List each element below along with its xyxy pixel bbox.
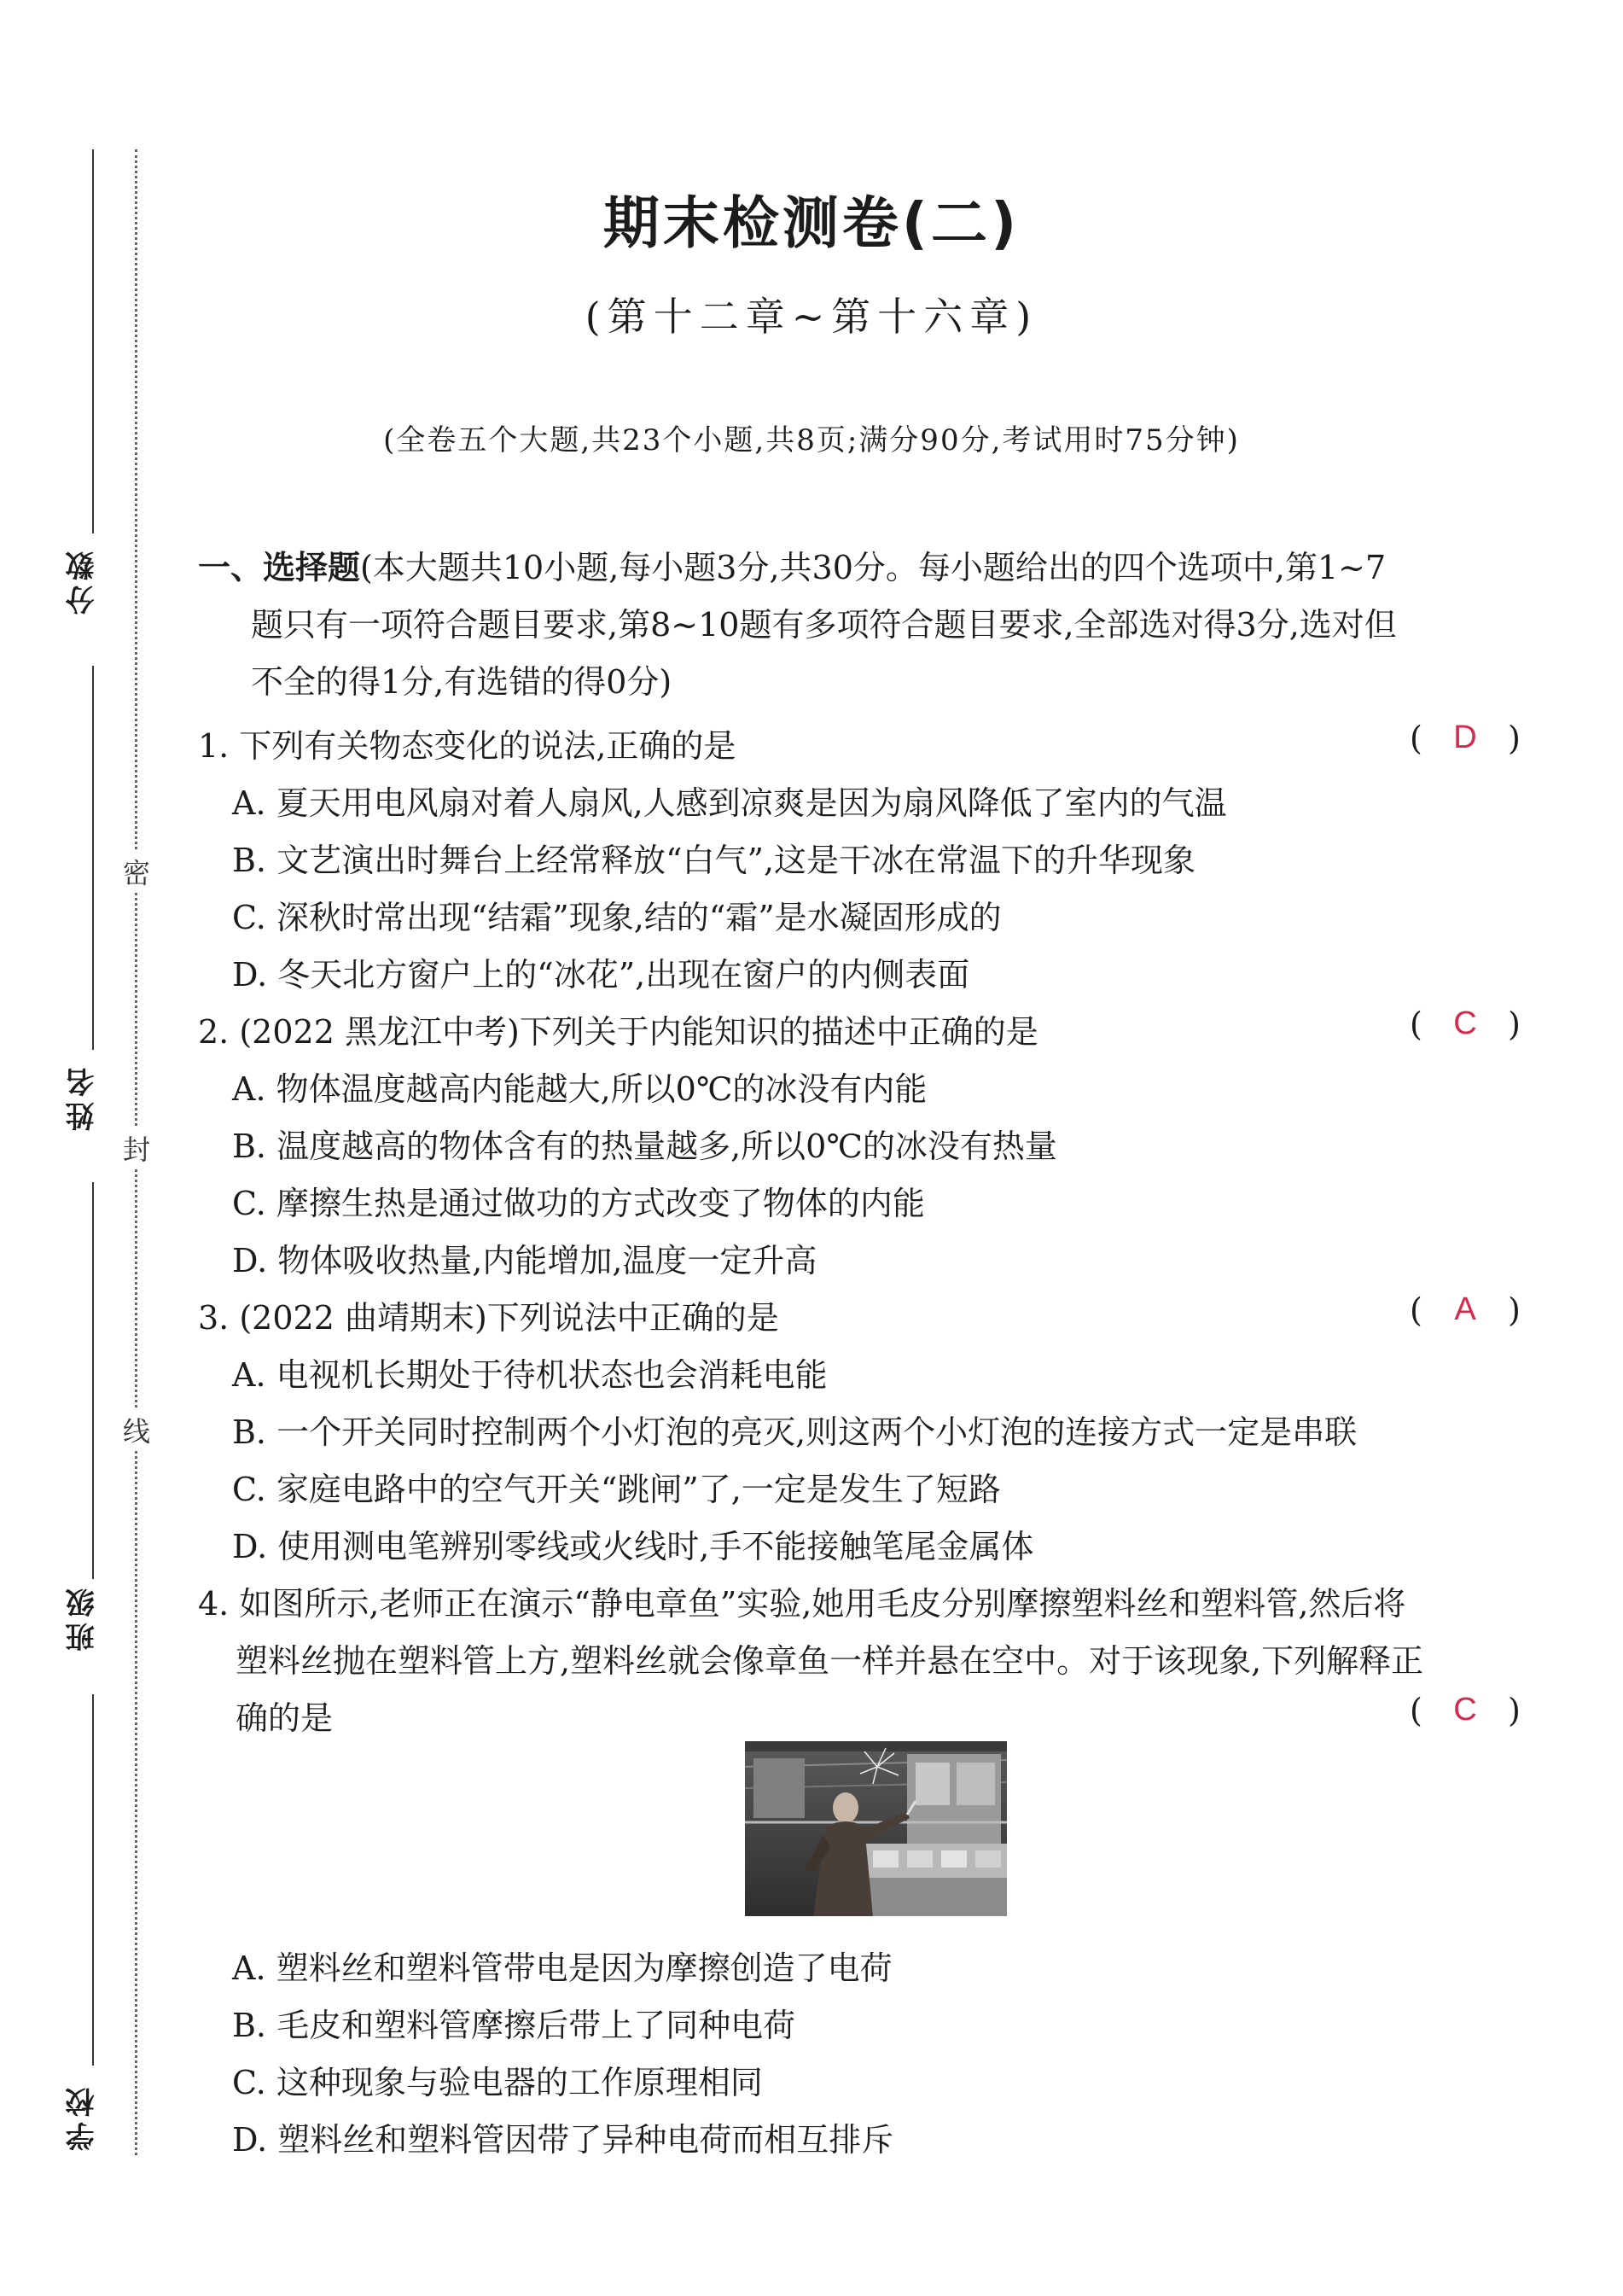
option: D. 使用测电笔辨别零线或火线时,手不能接触笔尾金属体 [232, 1528, 1034, 1565]
answer-letter: D [1453, 720, 1477, 755]
option: C. 家庭电路中的空气开关“跳闸”了,一定是发生了短路 [232, 1471, 1001, 1508]
margin-label-school: 学校 [66, 2083, 100, 2151]
seal-char-mi: 密 [118, 852, 155, 891]
answer-letter: C [1453, 1005, 1477, 1041]
answer-letter: C [1453, 1692, 1477, 1728]
exam-info: (全卷五个大题,共23个小题,共8页;满分90分,考试用时75分钟) [383, 423, 1240, 457]
margin-label-score: 分数 [66, 546, 100, 615]
question-1-stem: 1. 下列有关物态变化的说法,正确的是 [198, 727, 736, 765]
answer-bracket-2: ( C ) [1410, 1005, 1521, 1043]
instructions-line-1: (本大题共10小题,每小题3分,共30分。每小题给出的四个选项中,第1~7 [360, 549, 1387, 586]
option: C. 深秋时常出现“结霜”现象,结的“霜”是水凝固形成的 [232, 899, 1002, 936]
option: B. 毛皮和塑料管摩擦后带上了同种电荷 [232, 2007, 796, 2044]
question-2-stem: 2. (2022 黑龙江中考)下列关于内能知识的描述中正确的是 [198, 1013, 1038, 1051]
option: D. 塑料丝和塑料管因带了异种电荷而相互排斥 [232, 2121, 894, 2159]
margin-label-class: 班级 [66, 1583, 100, 1652]
section-heading: 一、选择题 [198, 549, 361, 586]
margin-rule [92, 666, 94, 1050]
option: A. 夏天用电风扇对着人扇风,人感到凉爽是因为扇风降低了室内的气温 [232, 784, 1227, 822]
experiment-photo-image [745, 1741, 1007, 1916]
question-4-stem-line-2: 塑料丝抛在塑料管上方,塑料丝就会像章鱼一样并悬在空中。对于该现象,下列解释正 [236, 1642, 1424, 1680]
question-4-stem-line-1: 4. 如图所示,老师正在演示“静电章鱼”实验,她用毛皮分别摩擦塑料丝和塑料管,然后将 [198, 1585, 1406, 1623]
option: B. 文艺演出时舞台上经常释放“白气”,这是干冰在常温下的升华现象 [232, 842, 1196, 879]
experiment-photo [745, 1741, 1007, 1916]
instructions-line-2: 题只有一项符合题目要求,第8~10题有多项符合题目要求,全部选对得3分,选对但 [251, 606, 1397, 644]
answer-bracket-1: ( D ) [1410, 720, 1521, 757]
margin-rule [92, 1694, 94, 2066]
page-title: 期末检测卷(二) [602, 190, 1021, 256]
option: A. 电视机长期处于待机状态也会消耗电能 [232, 1356, 828, 1394]
seal-char-xian: 线 [118, 1410, 155, 1449]
instructions-line-3: 不全的得1分,有选错的得0分) [251, 663, 672, 701]
option: B. 一个开关同时控制两个小灯泡的亮灭,则这两个小灯泡的连接方式一定是串联 [232, 1413, 1358, 1451]
margin-rule [92, 1182, 94, 1579]
option: D. 冬天北方窗户上的“冰花”,出现在窗户的内侧表面 [232, 956, 970, 994]
option: C. 摩擦生热是通过做功的方式改变了物体的内能 [232, 1185, 925, 1222]
margin-label-name: 姓名 [66, 1063, 100, 1131]
page-subtitle: (第十二章~第十六章) [585, 294, 1038, 340]
answer-bracket-3: ( A ) [1410, 1291, 1521, 1329]
option: A. 物体温度越高内能越大,所以0℃的冰没有内能 [232, 1070, 928, 1108]
question-4-stem-line-3: 确的是 [236, 1699, 334, 1737]
section-instructions [198, 539, 1529, 711]
option: C. 这种现象与验电器的工作原理相同 [232, 2064, 763, 2101]
option: D. 物体吸收热量,内能增加,温度一定升高 [232, 1242, 817, 1279]
answer-letter: A [1454, 1291, 1476, 1327]
answer-bracket-4: ( C ) [1410, 1692, 1521, 1729]
option: B. 温度越高的物体含有的热量越多,所以0℃的冰没有热量 [232, 1128, 1057, 1165]
question-3-stem: 3. (2022 曲靖期末)下列说法中正确的是 [198, 1299, 779, 1337]
seal-char-feng: 封 [118, 1128, 155, 1168]
option: A. 塑料丝和塑料管带电是因为摩擦创造了电荷 [232, 1949, 893, 1987]
